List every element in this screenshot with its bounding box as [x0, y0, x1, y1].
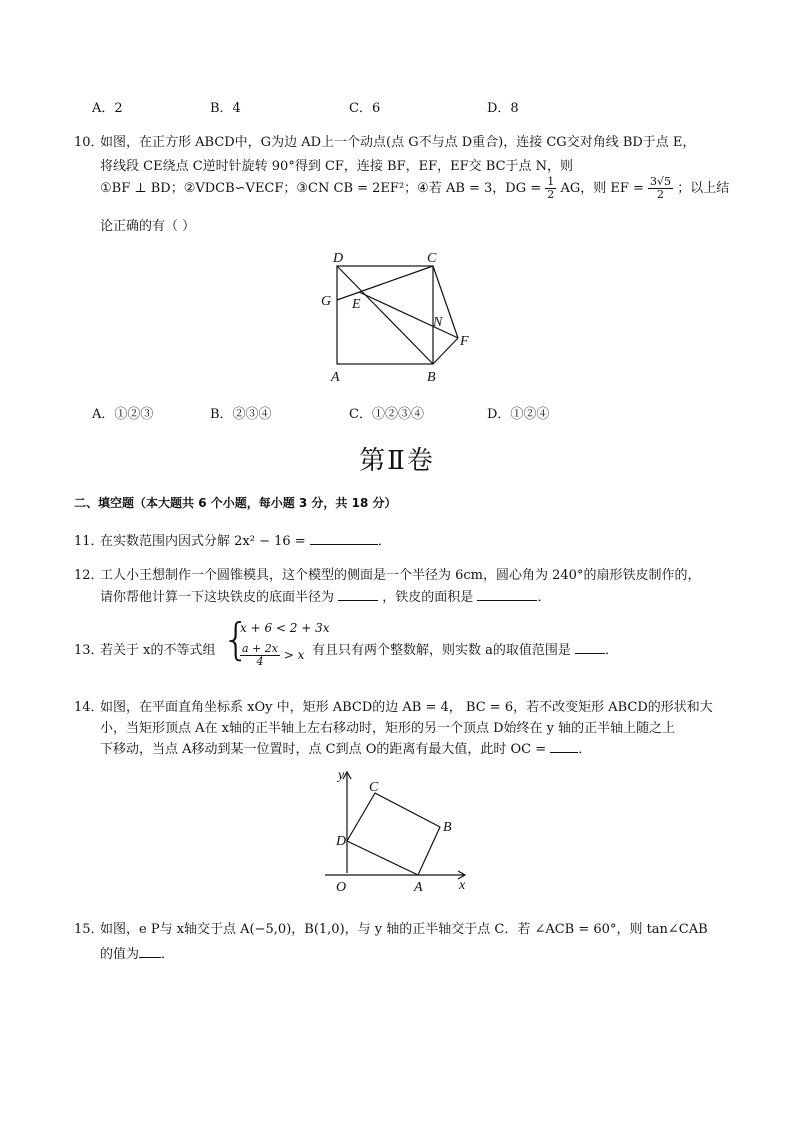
q10-option-c: C．①②③④: [349, 407, 424, 422]
rectangle-abcd: [347, 793, 440, 875]
q11-answer-blank[interactable]: [310, 532, 378, 545]
q13-answer-blank[interactable]: [575, 641, 605, 654]
segment-bf: [433, 338, 458, 364]
q10-square-figure: [315, 248, 485, 388]
q15-answer-blank[interactable]: [139, 945, 161, 958]
q10-frac1-num: 1: [547, 175, 555, 188]
q15-line2-text: 的值为: [100, 947, 140, 962]
q13-ineq2: [240, 643, 304, 668]
label-b: B: [427, 370, 436, 385]
q14-number: 14．: [74, 700, 104, 715]
q12-area-blank[interactable]: [477, 588, 537, 601]
label-b: B: [443, 820, 452, 835]
segment-ef: [359, 292, 458, 338]
q13-number: 13．: [74, 643, 104, 658]
q12-line2c: ．: [537, 590, 551, 605]
q13-frac: [240, 643, 280, 668]
q10-frac2-num: 3√5: [650, 175, 672, 188]
q13-suffix: 有且只有两个整数解，则实数 a的取值范围是: [312, 643, 571, 658]
q9-option-c: C．6: [349, 101, 381, 116]
q9-option-a: A．2: [92, 101, 123, 116]
label-d: D: [336, 834, 347, 849]
q12-line2a: 请你帮他计算一下这块铁皮的底面半径为: [100, 590, 335, 605]
q10-line2: 将线段 CE绕点 C逆时针旋转 90°得到 CF，连接 BF，EF，EF交 BC于点 N，则: [100, 159, 574, 174]
q14-line1: 如图，在平面直角坐标系 xOy 中，矩形 ABCD的边 AB = 4， BC = 6，若不改变矩形 ABCD的形状和大: [100, 700, 713, 715]
q9-option-b: B．4: [210, 101, 241, 116]
q10-frac1: [545, 176, 556, 201]
q14-line3: [100, 738, 591, 757]
label-c: C: [369, 780, 379, 795]
diagonal-bd: [337, 266, 433, 364]
q14-rectangle-figure: [320, 765, 480, 895]
section-header-rest: （本大题共 6 个小题，每小题 3 分，共 18 分）: [134, 496, 397, 510]
q13-suffix-line: [312, 639, 618, 658]
label-x: x: [459, 878, 466, 893]
q10-option-d: D．①②④: [487, 407, 550, 422]
q15-line1: 如图，e P与 x轴交于点 A(−5,0)，B(1,0)，与 y 轴的正半轴交于点 C．若 ∠ACB = 60°，则 tan∠CAB: [100, 922, 708, 937]
section-header: [74, 494, 396, 511]
label-f: F: [460, 334, 469, 349]
q13-prefix: 若关于 x的不等式组: [100, 643, 216, 658]
label-n: N: [433, 315, 443, 330]
q13-brace: {: [222, 614, 250, 665]
section-header-bold: 二、填空题: [74, 496, 135, 510]
q10-number: 10．: [74, 135, 104, 150]
label-o: O: [336, 880, 347, 895]
q14-end: ．: [578, 742, 592, 757]
q10-line3c: ；以上结: [677, 181, 730, 196]
segment-cg: [337, 266, 433, 300]
q10-frac1-den: 2: [547, 188, 555, 201]
q12-line1: 工人小王想制作一个圆锥模具，这个模型的侧面是一个半径为 6cm，圆心角为 240°的扇形铁皮制作的，: [100, 568, 701, 583]
q13-end: ．: [605, 643, 619, 658]
q13-frac-den: 4: [256, 655, 264, 668]
q14-line2: 小，当矩形顶点 A在 x轴的正半轴上左右移动时，矩形的另一个顶点 D始终在 y 轴的正半轴上随之上: [100, 721, 676, 736]
q11-line: [100, 530, 391, 549]
q15-end: ．: [161, 947, 175, 962]
q10-line3b: AG，则 EF =: [560, 181, 644, 196]
q12-number: 12．: [74, 568, 104, 583]
q15-number: 15．: [74, 922, 104, 937]
q10-line4: 论正确的有（ ）: [100, 219, 196, 234]
q13-ineq2-tail: > x: [283, 648, 305, 662]
q12-line2: [100, 586, 550, 605]
q10-option-b: B．②③④: [210, 407, 272, 422]
part-title: 第Ⅱ卷: [359, 446, 435, 476]
q10-frac2: [648, 176, 673, 201]
label-e: E: [352, 297, 361, 312]
q14-answer-blank[interactable]: [550, 740, 578, 753]
q13-frac-num: a + 2x: [242, 642, 278, 655]
label-y: y: [338, 768, 345, 783]
q11-text: 在实数范围内因式分解 2x² − 16 =: [100, 534, 306, 549]
label-a: A: [331, 370, 340, 385]
label-c: C: [427, 251, 437, 266]
q10-option-a: A．①②③: [92, 407, 154, 422]
q14-line3-text: 下移动，当点 A移动到某一位置时，点 C到点 O的距离有最大值，此时 OC =: [100, 742, 547, 757]
q13-ineq1: x + 6 < 2 + 3x: [240, 621, 330, 635]
label-d: D: [333, 251, 344, 266]
q12-line2b: ，铁皮的面积是: [382, 590, 474, 605]
q9-option-d: D．8: [487, 101, 519, 116]
q10-line1: 如图，在正方形 ABCD中，G为边 AD上一个动点(点 G不与点 D重合)，连接 CG交对角线 BD于点 E，: [100, 135, 696, 150]
q10-line3a: ①BF ⊥ BD；②VDCB∽VECF；③CN CB = 2EF²；④若 AB = 3，DG =: [100, 181, 542, 196]
label-g: G: [321, 294, 332, 309]
q10-frac2-den: 2: [657, 188, 665, 201]
q15-line2: [100, 943, 174, 962]
q11-end: ．: [377, 534, 391, 549]
q11-number: 11．: [74, 534, 104, 549]
q12-radius-blank[interactable]: [338, 588, 378, 601]
label-a: A: [414, 880, 423, 895]
q10-line3: [100, 176, 729, 201]
